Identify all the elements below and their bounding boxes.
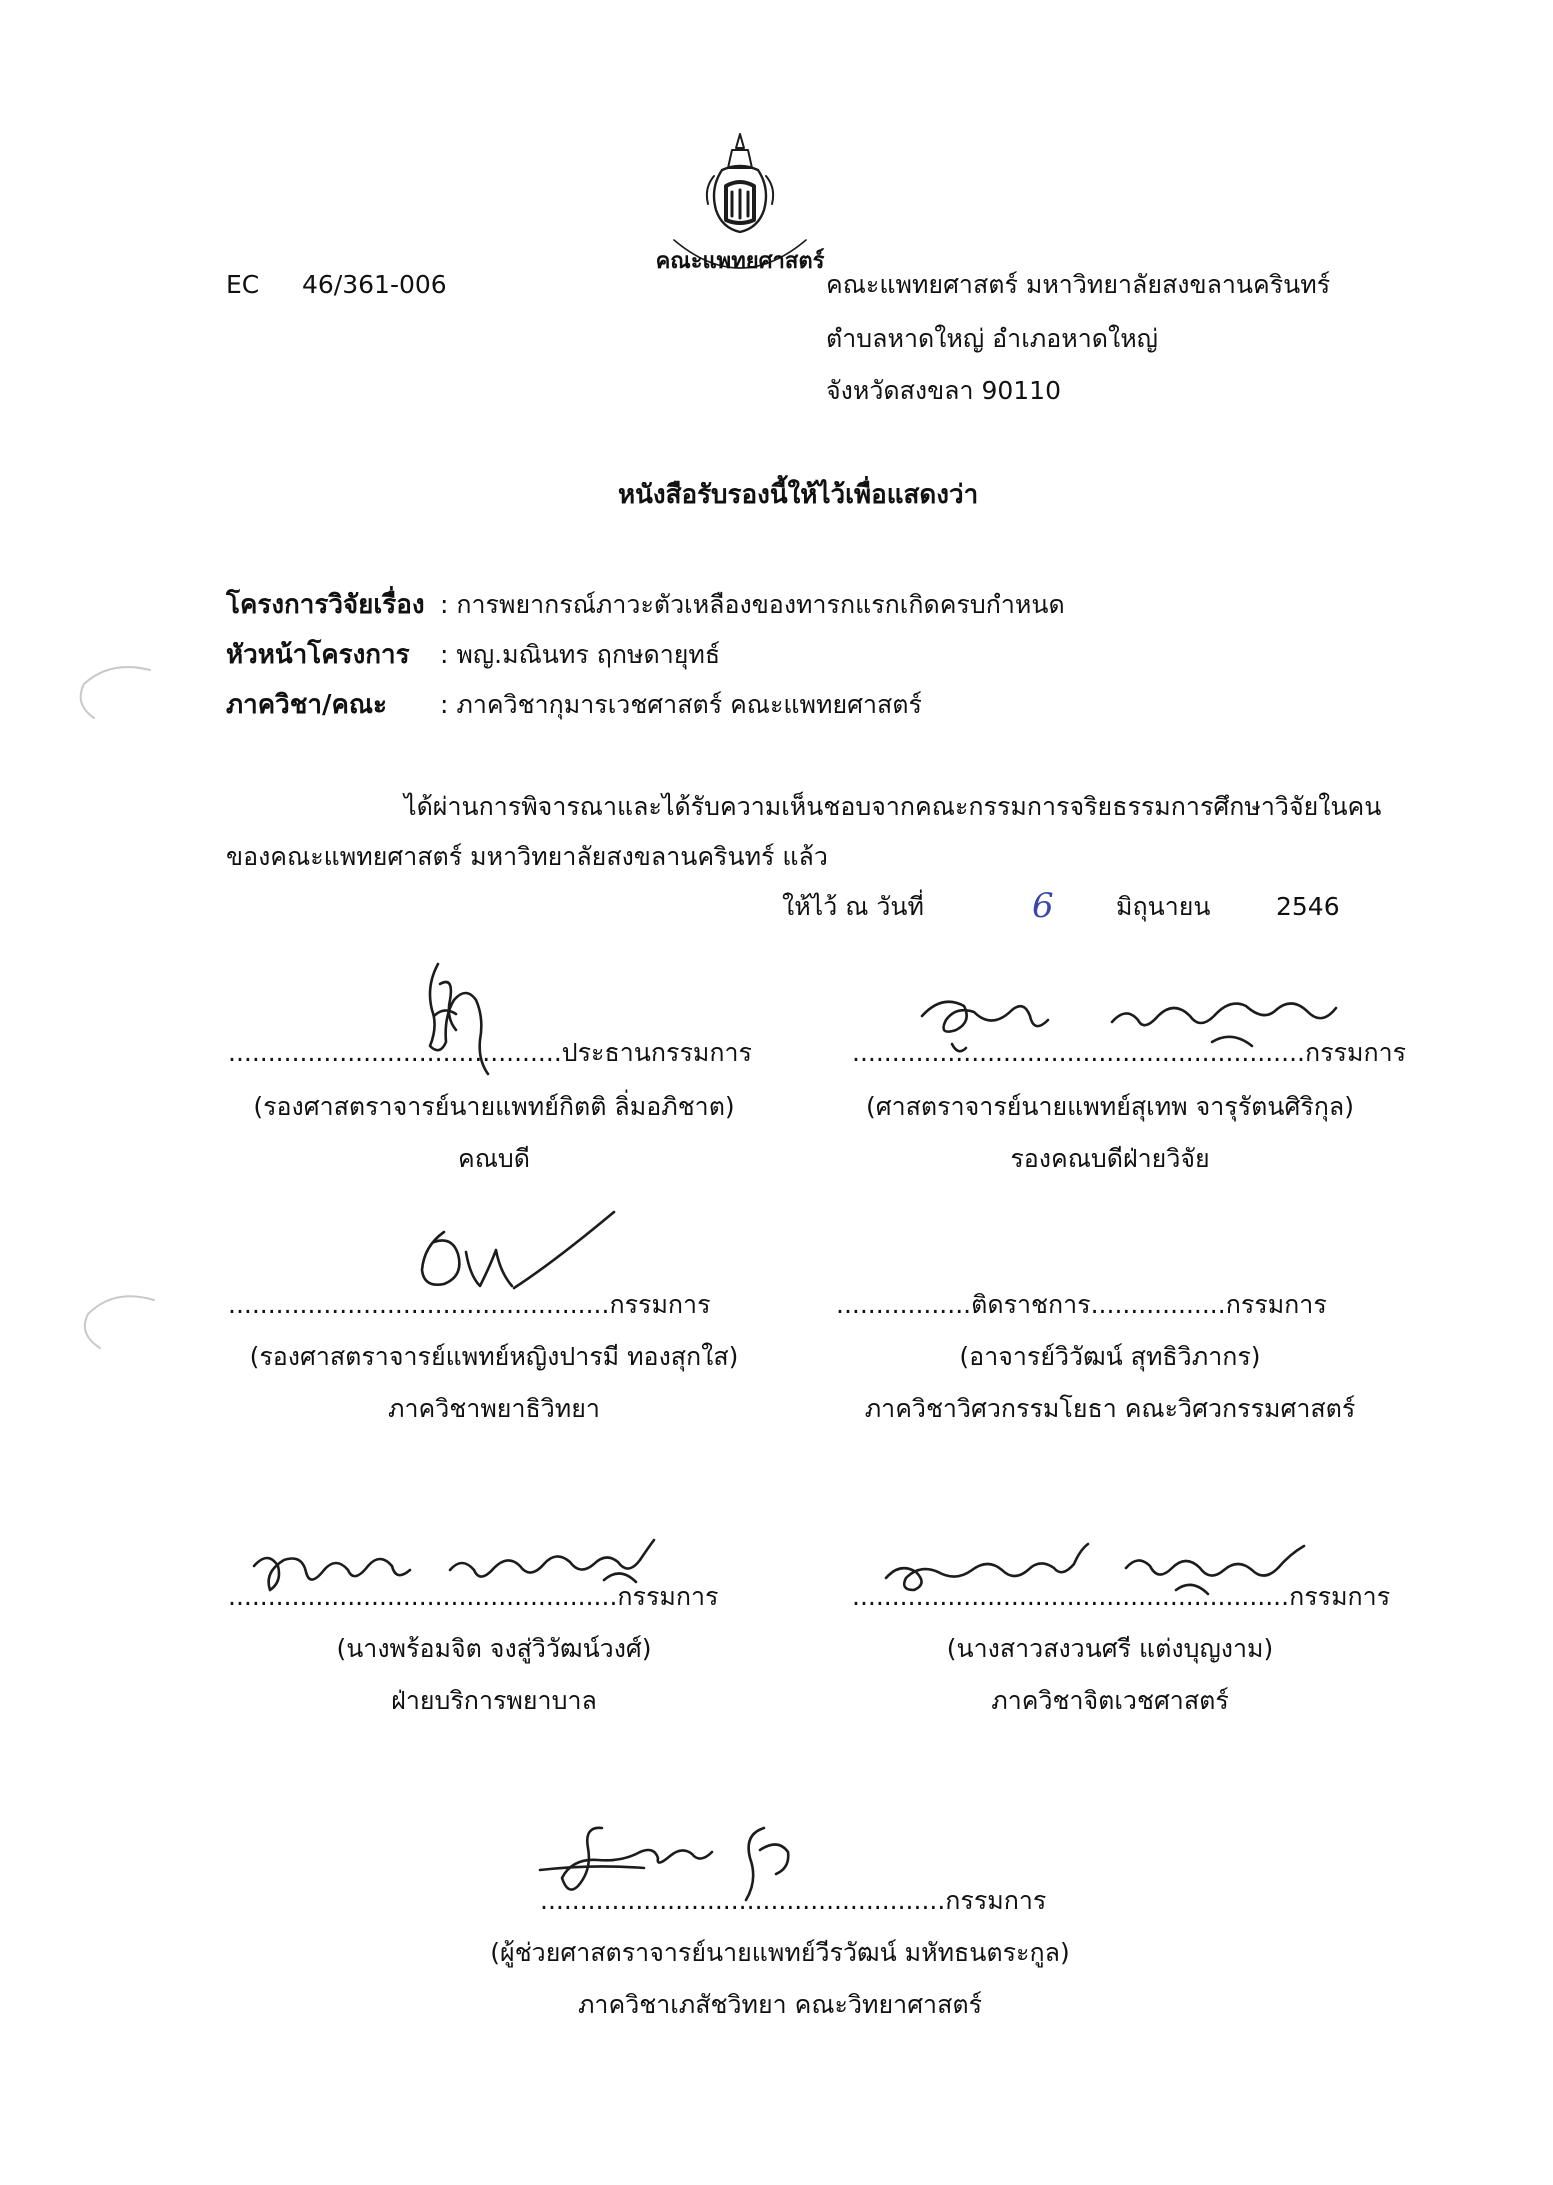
signatory-4-position: ภาควิชาวิศวกรรมโยธา คณะวิศวกรรมศาสตร์ (864, 1394, 1356, 1423)
date-month: มิถุนายน (1116, 892, 1211, 921)
signatory-2-position: รองคณบดีฝ่ายวิจัย (1010, 1144, 1210, 1173)
signatory-3-name: (รองศาสตราจารย์แพทย์หญิงปารมี ทองสุกใส) (249, 1342, 739, 1371)
ec-number: 46/361-006 (302, 270, 447, 299)
signatory-1-sign-line: ..........................................ประธานกรรมการ (228, 1038, 752, 1067)
signatory-7-sign-line: ...................................................กรรมการ (540, 1886, 1047, 1915)
signatory-4-sign-line: .................ติดราชการ.................กรรมการ (836, 1290, 1327, 1319)
address-line-2: ตำบลหาดใหญ่ อำเภอหาดใหญ่ (826, 324, 1158, 353)
approval-text-line-1: ได้ผ่านการพิจารณาและได้รับความเห็นชอบจากคณะกรรมการจริยธรรมการศึกษาวิจัยในคน (404, 792, 1382, 821)
signatory-3-position: ภาควิชาพยาธิวิทยา (388, 1394, 600, 1423)
department-label: ภาควิชา/คณะ (226, 690, 387, 720)
project-leader-value: : พญ.มณินทร ฤกษดายุทธ์ (440, 640, 721, 669)
ec-prefix: EC (226, 270, 260, 299)
approval-text-line-2: ของคณะแพทยศาสตร์ มหาวิทยาลัยสงขลานครินทร์ แล้ว (226, 842, 828, 871)
signatory-7-position: ภาควิชาเภสัชวิทยา คณะวิทยาศาสตร์ (577, 1990, 983, 2019)
signatory-6-position: ภาควิชาจิตเวชศาสตร์ (991, 1686, 1229, 1715)
signatory-6-sign-line: .......................................................กรรมการ (852, 1582, 1391, 1611)
signatory-1-name: (รองศาสตราจารย์นายแพทย์กิตติ ลิ่มอภิชาต) (253, 1092, 735, 1121)
seal-text: คณะแพทยศาสตร์ (655, 249, 825, 274)
project-leader-label: หัวหน้าโครงการ (226, 640, 410, 670)
punch-hole-top (70, 660, 160, 730)
date-prefix: ให้ไว้ ณ วันที่ (782, 892, 924, 921)
department-value: : ภาควิชากุมารเวชศาสตร์ คณะแพทยศาสตร์ (440, 690, 922, 719)
address-line-1: คณะแพทยศาสตร์ มหาวิทยาลัยสงขลานครินทร์ (826, 270, 1331, 299)
signatory-4-name: (อาจารย์วิวัฒน์ สุทธิวิภากร) (959, 1342, 1261, 1371)
project-title-value: : การพยากรณ์ภาวะตัวเหลืองของทารกแรกเกิดครบกำหนด (440, 590, 1065, 619)
signatory-3-sign-line: ................................................กรรมการ (228, 1290, 711, 1319)
date-year: 2546 (1276, 892, 1340, 921)
signatory-5-sign-line: .................................................กรรมการ (228, 1582, 719, 1611)
signatory-1-position: คณบดี (457, 1144, 531, 1173)
signatory-2-name: (ศาสตราจารย์นายแพทย์สุเทพ จารุรัตนศิริกุล) (866, 1092, 1354, 1121)
signatory-2-sign-line: .........................................................กรรมการ (852, 1038, 1407, 1067)
faculty-seal-logo (655, 128, 825, 296)
signatory-6-name: (นางสาวสงวนศรี แต่งบุญงาม) (946, 1634, 1274, 1663)
signatory-5-position: ฝ่ายบริการพยาบาล (391, 1686, 597, 1715)
certificate-title: หนังสือรับรองนี้ให้ไว้เพื่อแสดงว่า (618, 480, 979, 510)
signatory-5-name: (นางพร้อมจิต จงสู่วิวัฒน์วงศ์) (336, 1634, 652, 1663)
address-line-3: จังหวัดสงขลา 90110 (826, 376, 1061, 405)
signatory-7-name: (ผู้ช่วยศาสตราจารย์นายแพทย์วีรวัฒน์ มหัทธนตระกูล) (490, 1938, 1070, 1967)
punch-hole-bottom (74, 1288, 164, 1358)
date-day-handwritten: 6 (1032, 886, 1054, 926)
project-title-label: โครงการวิจัยเรื่อง (226, 590, 425, 620)
